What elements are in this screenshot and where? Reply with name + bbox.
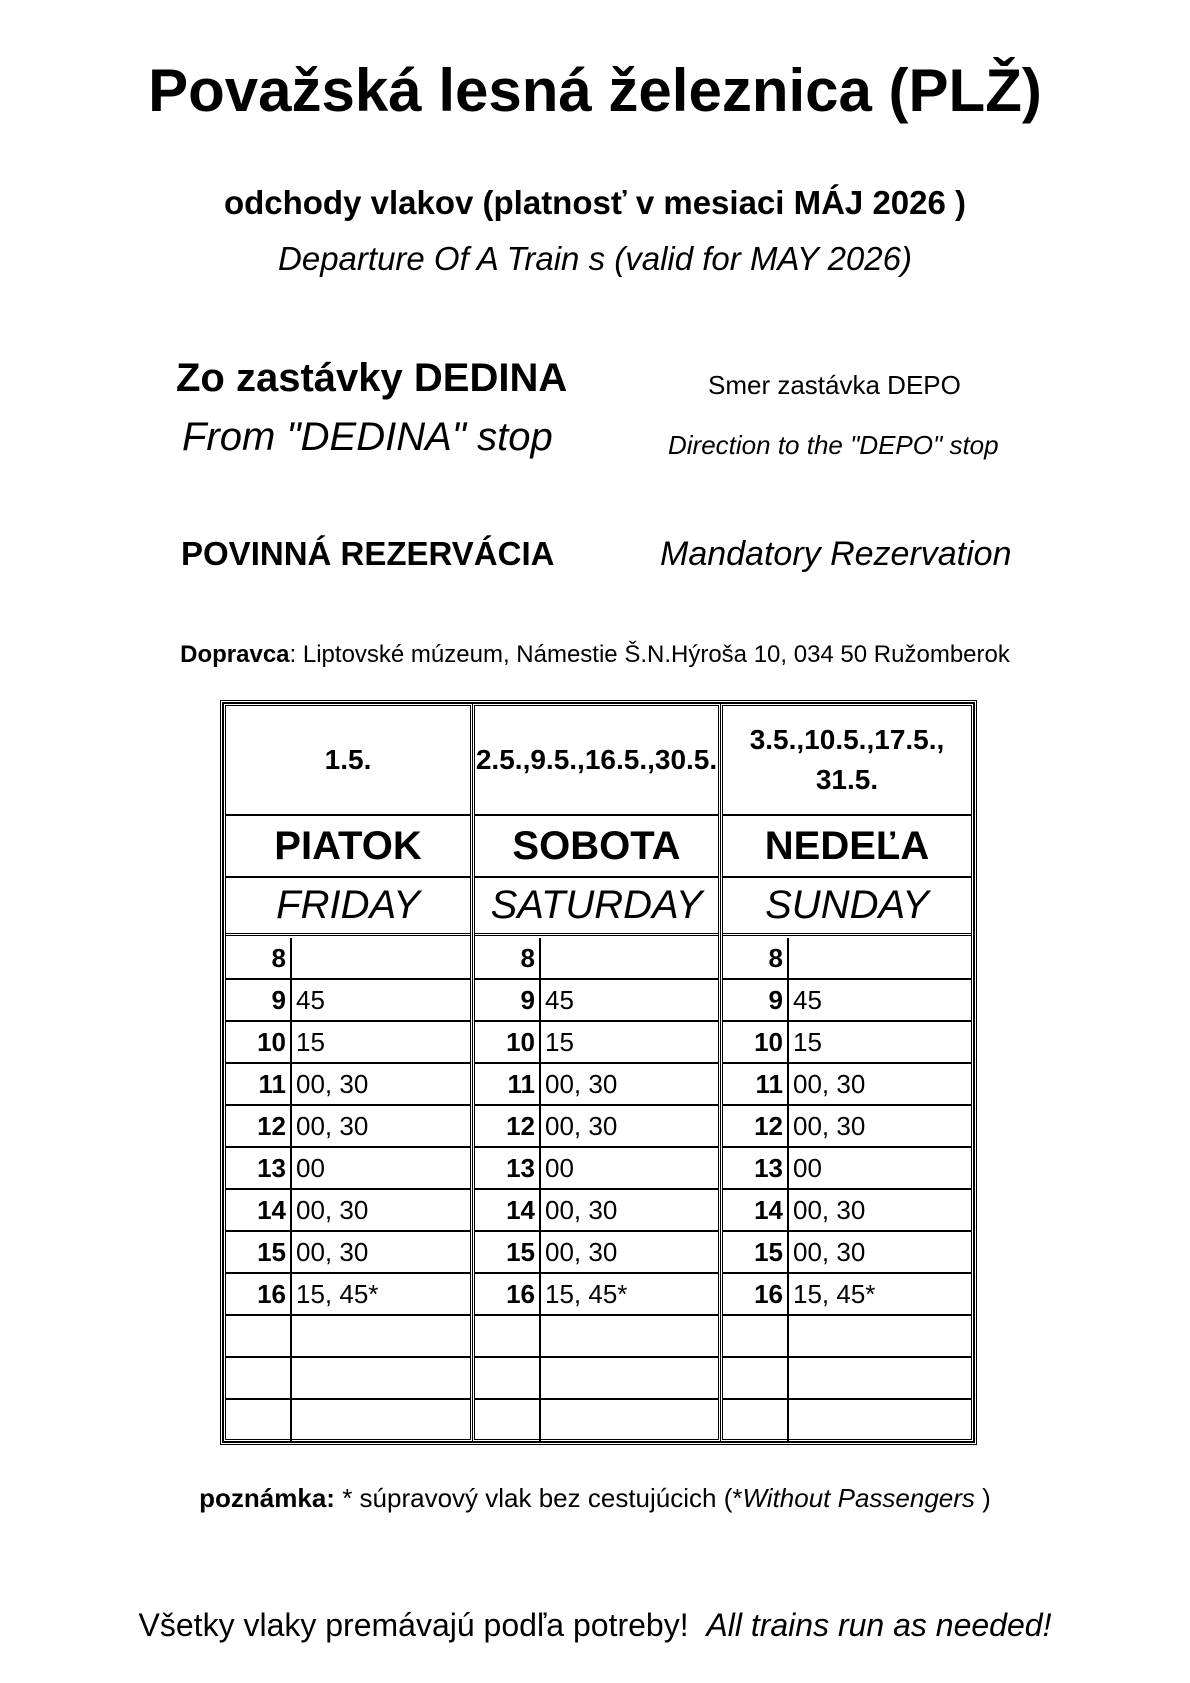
table-row [723, 1232, 971, 1274]
from-stop-sk: Zo zastávky DEDINA [176, 356, 568, 400]
hour-cell: 9 [723, 980, 789, 1020]
minutes-cell: 15 [545, 1027, 574, 1057]
hour-cell: 13 [475, 1148, 541, 1188]
hour-cell: 8 [723, 938, 789, 978]
hour-cell: 12 [723, 1106, 789, 1146]
footer-en: All trains run as needed! [706, 1607, 1052, 1643]
table-row [226, 1400, 470, 1442]
timetable-rows [723, 938, 971, 1442]
minutes-cell [541, 1358, 718, 1398]
timetable-column [472, 703, 721, 1442]
timetable-column [720, 703, 974, 1442]
hour-cell: 16 [226, 1274, 292, 1314]
minutes-cell [292, 938, 470, 978]
hour-cell [723, 1316, 789, 1356]
hour-cell: 8 [226, 938, 292, 978]
hour-cell: 11 [226, 1064, 292, 1104]
table-row [475, 1232, 718, 1274]
hour-cell: 13 [723, 1148, 789, 1188]
table-row [723, 1148, 971, 1190]
table-row [475, 1190, 718, 1232]
table-row [226, 1064, 470, 1106]
minutes-cell: 00, 30 [296, 1069, 369, 1099]
minutes-cell: 15 [296, 1027, 325, 1057]
hour-cell [475, 1316, 541, 1356]
reservation-en: Mandatory Rezervation [660, 535, 1012, 573]
note-end: ) [974, 1483, 991, 1513]
minutes-cell: 15, 45* [793, 1279, 876, 1309]
table-row [226, 1148, 470, 1190]
carrier-label: Dopravca [180, 641, 290, 668]
from-stop-en: From "DEDINA" stop [182, 415, 553, 459]
note-en: Without Passengers [742, 1483, 975, 1513]
table-row [723, 1274, 971, 1316]
minutes-cell [789, 1316, 971, 1356]
page-title: Považská lesná železnica (PLŽ) [148, 57, 1042, 124]
hour-cell [723, 1400, 789, 1442]
minutes-cell: 45 [296, 985, 325, 1015]
reservation-sk: POVINNÁ REZERVÁCIA [181, 535, 555, 572]
hour-cell [226, 1316, 292, 1356]
minutes-cell [789, 1358, 971, 1398]
minutes-cell: 00 [793, 1153, 822, 1183]
timetable-column [223, 703, 473, 1442]
hour-cell [226, 1400, 292, 1442]
subtitle-sk: odchody vlakov (platnosť v mesiaci MÁJ 2026 ) [223, 184, 967, 221]
hour-cell: 12 [226, 1106, 292, 1146]
table-row [226, 938, 470, 980]
minutes-cell: 15, 45* [296, 1279, 379, 1309]
minutes-cell [789, 938, 971, 978]
minutes-cell [292, 1358, 470, 1398]
hour-cell: 10 [226, 1022, 292, 1062]
hour-cell: 15 [723, 1232, 789, 1272]
minutes-cell: 15, 45* [545, 1279, 628, 1309]
hour-cell: 11 [475, 1064, 541, 1104]
table-row [475, 1106, 718, 1148]
column-dates: 1.5. [226, 706, 470, 816]
table-row [475, 1064, 718, 1106]
hour-cell: 9 [226, 980, 292, 1020]
minutes-cell [541, 1400, 718, 1442]
hour-cell: 8 [475, 938, 541, 978]
subtitle-en: Departure Of A Train s (valid for MAY 2026) [278, 240, 912, 277]
hour-cell: 16 [475, 1274, 541, 1314]
table-row [475, 1148, 718, 1190]
hour-cell: 15 [226, 1232, 292, 1272]
hour-cell: 14 [475, 1190, 541, 1230]
table-row [226, 1232, 470, 1274]
note-text: * súpravový vlak bez cestujúcich (* [334, 1483, 743, 1513]
hour-cell [475, 1358, 541, 1398]
table-row [226, 1190, 470, 1232]
table-row [723, 1190, 971, 1232]
minutes-cell: 00, 30 [296, 1237, 369, 1267]
hour-cell: 11 [723, 1064, 789, 1104]
table-row [475, 938, 718, 980]
table-row [723, 938, 971, 980]
column-day-sk: PIATOK [226, 816, 470, 878]
column-day-en: FRIDAY [226, 878, 470, 936]
table-row [226, 1106, 470, 1148]
minutes-cell: 00, 30 [545, 1111, 618, 1141]
hour-cell: 10 [723, 1022, 789, 1062]
minutes-cell: 00, 30 [545, 1069, 618, 1099]
minutes-cell: 00, 30 [296, 1111, 369, 1141]
minutes-cell: 00, 30 [793, 1111, 866, 1141]
table-row [723, 1358, 971, 1400]
carrier-line [0, 641, 1190, 669]
direction-en: Direction to the "DEPO" stop [668, 430, 999, 460]
table-row [226, 1274, 470, 1316]
column-day-en: SUNDAY [723, 878, 971, 936]
table-row [723, 1022, 971, 1064]
note-label: poznámka: [199, 1483, 335, 1513]
column-day-en: SATURDAY [475, 878, 718, 936]
table-row [723, 1064, 971, 1106]
hour-cell [723, 1358, 789, 1398]
table-row [723, 980, 971, 1022]
table-row [475, 1022, 718, 1064]
table-row [475, 980, 718, 1022]
table-row [723, 1400, 971, 1442]
minutes-cell: 00, 30 [545, 1237, 618, 1267]
column-day-sk: NEDEĽA [723, 816, 971, 878]
hour-cell: 13 [226, 1148, 292, 1188]
minutes-cell [541, 1316, 718, 1356]
footer [0, 1607, 1190, 1644]
table-row [226, 1358, 470, 1400]
column-day-sk: SOBOTA [475, 816, 718, 878]
minutes-cell [292, 1400, 470, 1442]
column-dates: 2.5.,9.5.,16.5.,30.5. [475, 706, 718, 816]
minutes-cell: 00 [545, 1153, 574, 1183]
minutes-cell [541, 938, 718, 978]
table-row [723, 1106, 971, 1148]
table-row [226, 1022, 470, 1064]
hour-cell: 9 [475, 980, 541, 1020]
minutes-cell: 00 [296, 1153, 325, 1183]
table-row [723, 1316, 971, 1358]
carrier-text: : Liptovské múzeum, Námestie Š.N.Hýroša 10, 034 50 Ružomberok [289, 641, 1010, 668]
minutes-cell [292, 1316, 470, 1356]
minutes-cell: 00, 30 [793, 1237, 866, 1267]
hour-cell: 14 [723, 1190, 789, 1230]
minutes-cell [789, 1400, 971, 1442]
table-row [226, 1316, 470, 1358]
hour-cell: 15 [475, 1232, 541, 1272]
hour-cell: 10 [475, 1022, 541, 1062]
hour-cell: 12 [475, 1106, 541, 1146]
minutes-cell: 00, 30 [296, 1195, 369, 1225]
minutes-cell: 15 [793, 1027, 822, 1057]
timetable-rows [475, 938, 718, 1442]
hour-cell [226, 1358, 292, 1398]
footer-sk: Všetky vlaky premávajú podľa potreby! [138, 1607, 689, 1643]
table-row [226, 980, 470, 1022]
minutes-cell: 45 [793, 985, 822, 1015]
table-row [475, 1358, 718, 1400]
direction-sk: Smer zastávka DEPO [708, 370, 961, 400]
minutes-cell: 00, 30 [793, 1195, 866, 1225]
table-row [475, 1274, 718, 1316]
minutes-cell: 00, 30 [545, 1195, 618, 1225]
minutes-cell: 00, 30 [793, 1069, 866, 1099]
hour-cell: 16 [723, 1274, 789, 1314]
minutes-cell: 45 [545, 985, 574, 1015]
timetable [220, 700, 977, 1445]
timetable-rows [226, 938, 470, 1442]
hour-cell: 14 [226, 1190, 292, 1230]
note [0, 1483, 1190, 1514]
column-dates: 3.5.,10.5.,17.5., 31.5. [723, 706, 971, 816]
table-row [475, 1316, 718, 1358]
table-row [475, 1400, 718, 1442]
hour-cell [475, 1400, 541, 1442]
